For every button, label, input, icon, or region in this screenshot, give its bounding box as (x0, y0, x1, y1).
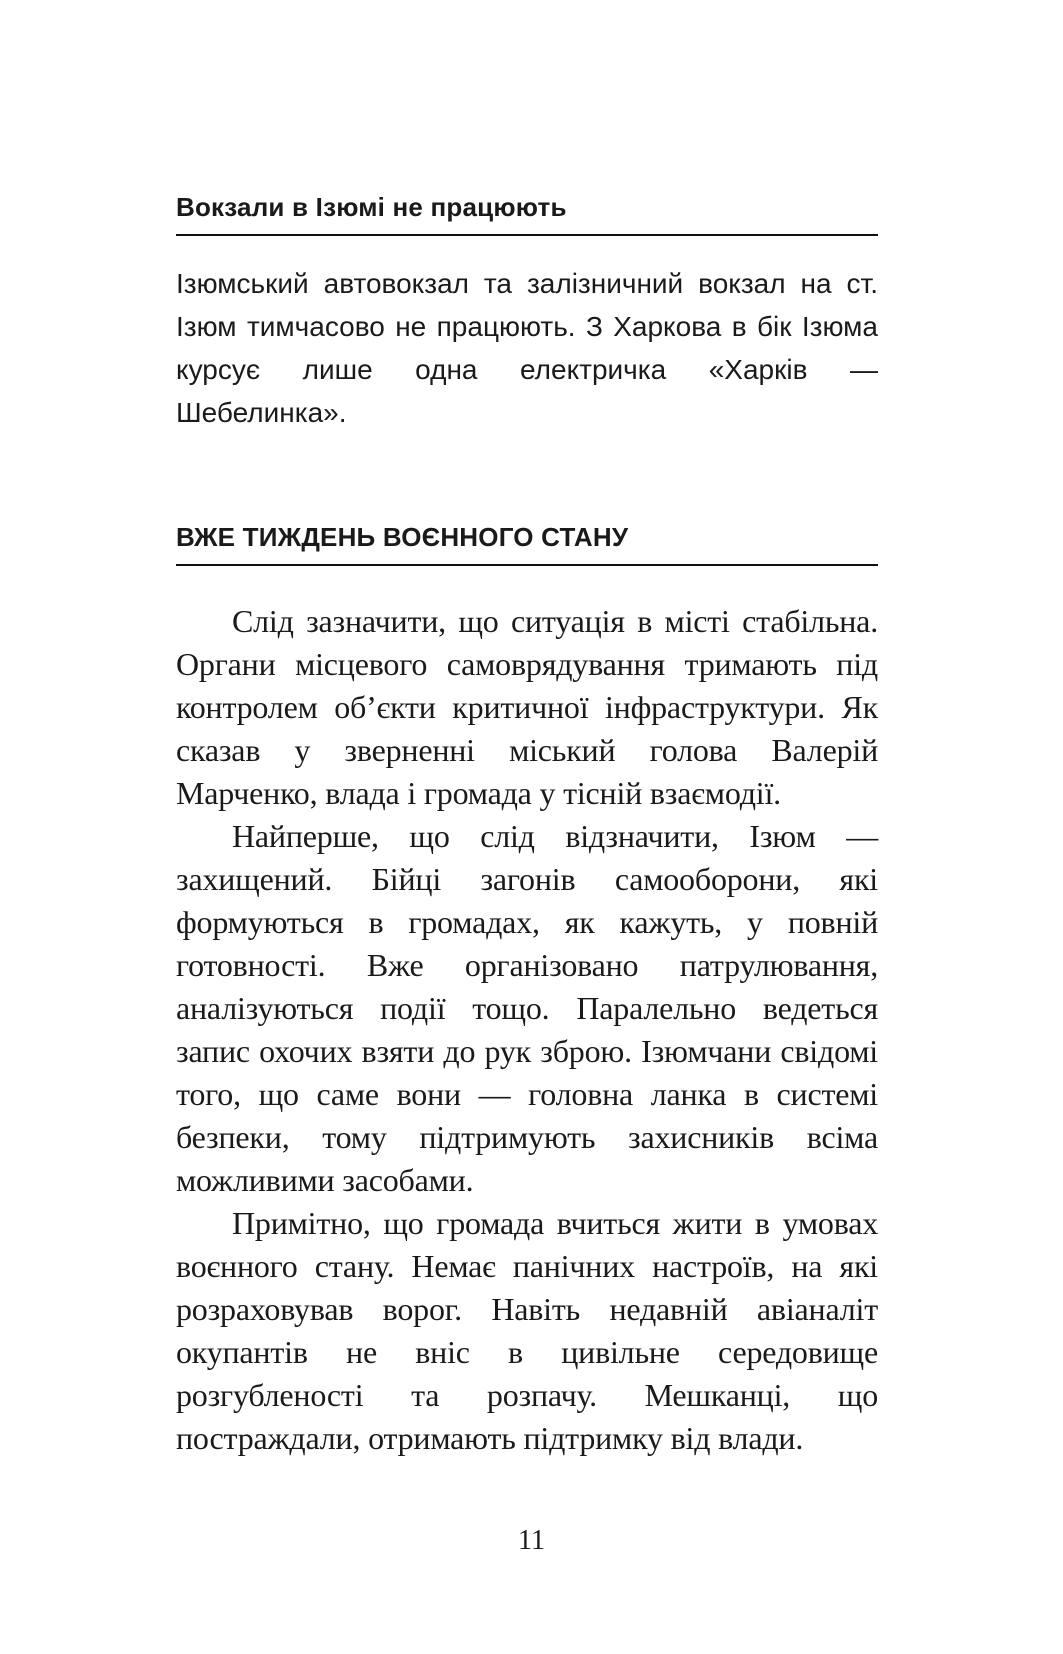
section-martial-law (176, 520, 878, 1460)
section-body-martial-law (176, 600, 878, 1460)
paragraph: Слід зазначити, що ситуація в місті стабільна. Органи місцевого самоврядування тримають під контролем об’єкти критичної інфраструктури. Як сказав у зверненні міський голова Валерій Марченко, влада і громада у тісній взаємодії. (176, 603, 878, 811)
section-railway (176, 190, 878, 434)
section-title-railway: Вокзали в Ізюмі не працюють (176, 190, 878, 236)
paragraph: Найперше, що слід відзначити, Ізюм — захищений. Бійці загонів самооборони, які формуються в громадах, як кажуть, у повній готовності. Вже організовано патрулювання, аналізуються події тощо. Паралельно ведеться запис охочих взяти до рук зброю. Ізюмчани свідомі того, що саме вони — головна ланка в системі безпеки, тому підтримують захисників всіма можливими засобами. (176, 818, 878, 1198)
section-title-martial-law: ВЖЕ ТИЖДЕНЬ ВОЄННОГО СТАНУ (176, 520, 878, 566)
page-number: 11 (518, 1525, 545, 1556)
paragraph: Примітно, що громада вчиться жити в умовах воєнного стану. Немає панічних настроїв, на які розраховував ворог. Навіть недавній авіаналіт окупантів не вніс в цивільне середовище розгубленості та розпачу. Мешканці, що постраждали, отримають підтримку від влади. (176, 1205, 878, 1456)
section-text-railway: Ізюмський автовокзал та залізничний вокзал на ст. Ізюм тимчасово не працюють. З Харкова в бік Ізюма курсує лише одна електричка «Харків — Шебелинка». (176, 268, 878, 428)
